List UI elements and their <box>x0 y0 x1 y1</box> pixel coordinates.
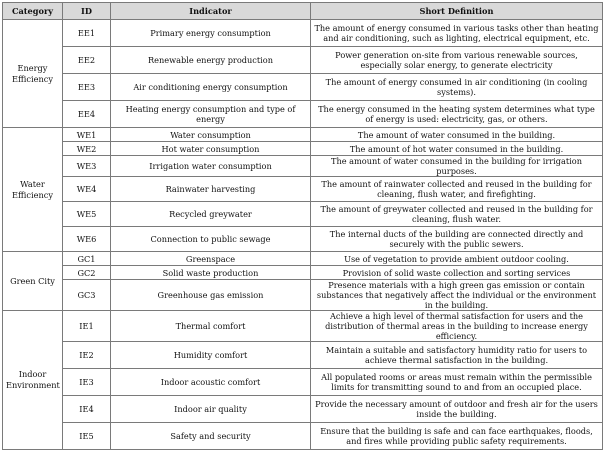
indicator-cell: Humidity comfort <box>111 342 311 369</box>
indicator-cell: Solid waste production <box>111 266 311 280</box>
table-row <box>3 342 603 369</box>
id-cell: EE3 <box>63 74 111 101</box>
indicator-cell: Greenhouse gas emission <box>111 280 311 311</box>
definition-cell: Presence materials with a high green gas emission or contain substances that negatively affect the individual or the environment in the building. <box>311 280 603 311</box>
category-cell: Green City <box>3 252 63 311</box>
id-cell: EE2 <box>63 47 111 74</box>
definition-cell: Ensure that the building is safe and can face earthquakes, floods, and fires while providing public safety requirements. <box>311 423 603 450</box>
category-cell: Water Efficiency <box>3 128 63 252</box>
definition-cell: The amount of energy consumed in air conditioning (in cooling systems). <box>311 74 603 101</box>
indicator-cell: Heating energy consumption and type of energy <box>111 101 311 128</box>
indicator-cell: Hot water consumption <box>111 142 311 156</box>
id-cell: EE4 <box>63 101 111 128</box>
indicators-table <box>2 2 603 450</box>
table-row <box>3 280 603 311</box>
category-cell: Energy Efficiency <box>3 20 63 128</box>
definition-cell: Use of vegetation to provide ambient outdoor cooling. <box>311 252 603 266</box>
indicator-cell: Water consumption <box>111 128 311 142</box>
definition-cell: The amount of greywater collected and reused in the building for cleaning, flush water. <box>311 202 603 227</box>
id-cell: WE4 <box>63 177 111 202</box>
header-definition: Short Definition <box>311 3 603 20</box>
indicator-cell: Indoor acoustic comfort <box>111 369 311 396</box>
table-row <box>3 74 603 101</box>
header-id: ID <box>63 3 111 20</box>
id-cell: IE3 <box>63 369 111 396</box>
table-row <box>3 369 603 396</box>
definition-cell: The amount of water consumed in the building for irrigation purposes. <box>311 156 603 177</box>
definition-cell: All populated rooms or areas must remain within the permissible limits for transmitting sound to and from an occupied place. <box>311 369 603 396</box>
table-row <box>3 142 603 156</box>
indicator-cell: Indoor air quality <box>111 396 311 423</box>
definition-cell: The amount of energy consumed in various tasks other than heating and air conditioning, such as lighting, electrical equipment, etc. <box>311 20 603 47</box>
table-row <box>3 101 603 128</box>
definition-cell: Maintain a suitable and satisfactory humidity ratio for users to achieve thermal satisfaction in the building. <box>311 342 603 369</box>
definition-cell: The internal ducts of the building are connected directly and securely with the public sewers. <box>311 227 603 252</box>
definition-cell: The energy consumed in the heating system determines what type of energy is used: electricity, gas, or others. <box>311 101 603 128</box>
table-row <box>3 252 603 266</box>
definition-cell: The amount of hot water consumed in the building. <box>311 142 603 156</box>
header-category: Category <box>3 3 63 20</box>
definition-cell: Power generation on-site from various renewable sources, especially solar energy, to generate electricity <box>311 47 603 74</box>
id-cell: GC3 <box>63 280 111 311</box>
indicator-cell: Renewable energy production <box>111 47 311 74</box>
indicator-cell: Primary energy consumption <box>111 20 311 47</box>
indicator-cell: Connection to public sewage <box>111 227 311 252</box>
indicator-cell: Greenspace <box>111 252 311 266</box>
table-row <box>3 128 603 142</box>
id-cell: WE5 <box>63 202 111 227</box>
indicator-cell: Air conditioning energy consumption <box>111 74 311 101</box>
table-row <box>3 156 603 177</box>
indicator-cell: Irrigation water consumption <box>111 156 311 177</box>
table-row <box>3 47 603 74</box>
id-cell: GC1 <box>63 252 111 266</box>
definition-cell: The amount of water consumed in the building. <box>311 128 603 142</box>
table-row <box>3 311 603 342</box>
id-cell: IE1 <box>63 311 111 342</box>
definition-cell: Achieve a high level of thermal satisfaction for users and the distribution of thermal areas in the building to increase energy efficiency. <box>311 311 603 342</box>
table-row <box>3 227 603 252</box>
header-row <box>3 3 603 20</box>
indicator-cell: Thermal comfort <box>111 311 311 342</box>
indicator-cell: Recycled greywater <box>111 202 311 227</box>
header-indicator: Indicator <box>111 3 311 20</box>
id-cell: GC2 <box>63 266 111 280</box>
definition-cell: The amount of rainwater collected and reused in the building for cleaning, flush water, and firefighting. <box>311 177 603 202</box>
table-row <box>3 202 603 227</box>
table-row <box>3 423 603 450</box>
indicator-cell: Safety and security <box>111 423 311 450</box>
id-cell: WE1 <box>63 128 111 142</box>
table-row <box>3 177 603 202</box>
id-cell: IE4 <box>63 396 111 423</box>
indicator-cell: Rainwater harvesting <box>111 177 311 202</box>
definition-cell: Provide the necessary amount of outdoor and fresh air for the users inside the building. <box>311 396 603 423</box>
table-row <box>3 266 603 280</box>
id-cell: EE1 <box>63 20 111 47</box>
id-cell: WE3 <box>63 156 111 177</box>
id-cell: WE6 <box>63 227 111 252</box>
table-row <box>3 396 603 423</box>
table-row <box>3 20 603 47</box>
id-cell: IE5 <box>63 423 111 450</box>
id-cell: IE2 <box>63 342 111 369</box>
category-cell: Indoor Environment <box>3 311 63 450</box>
id-cell: WE2 <box>63 142 111 156</box>
definition-cell: Provision of solid waste collection and sorting services <box>311 266 603 280</box>
